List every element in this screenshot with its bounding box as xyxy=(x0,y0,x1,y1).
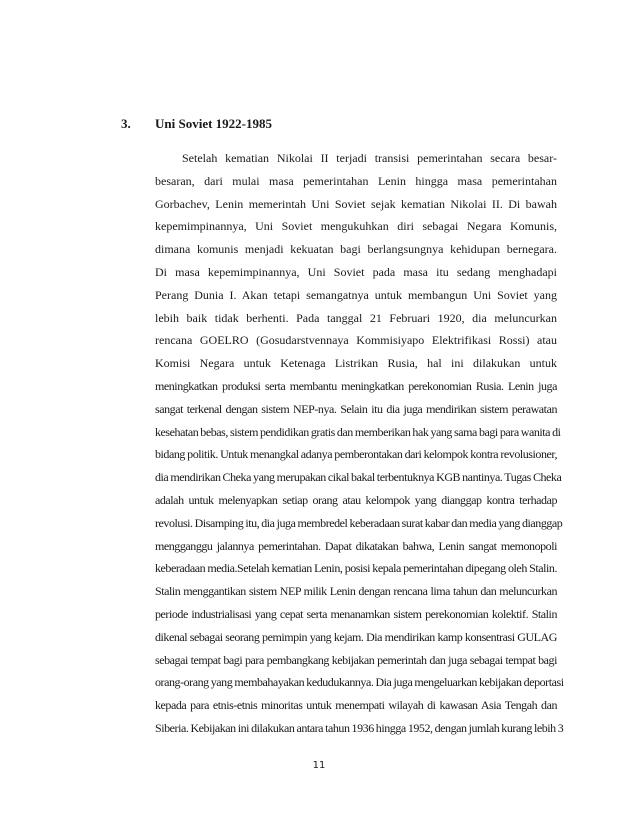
paragraph-line: orang-orang yang membahayakan kedudukannya. Dia juga mengeluarkan kebijakan deportasi xyxy=(155,675,564,690)
paragraph-line: Siberia. Kebijakan ini dilakukan antara tahun 1936 hingga 1952, dengan jumlah kurang lebih 3 xyxy=(155,720,564,735)
body-paragraph xyxy=(155,147,564,740)
paragraph-line: keberadaan media.Setelah kematian Lenin, posisi kepala pemerintahan dipegang oleh Stalin. xyxy=(155,561,557,576)
paragraph-line: lebih baik tidak berhenti. Pada tanggal 21 Februari 1920, dia meluncurkan xyxy=(155,310,557,325)
paragraph-line: Perang Dunia I. Akan tetapi semangatnya untuk membangun Uni Soviet yang xyxy=(155,287,557,302)
paragraph-line: kesehatan bebas, sistem pendidikan gratis dan memberikan hak yang sama bagi para wanita di xyxy=(155,424,561,439)
paragraph-line: dia mendirikan Cheka yang merupakan cikal bakal terbentuknya KGB nantinya. Tugas Cheka xyxy=(155,470,562,485)
paragraph-line: meningkatkan produksi serta membantu meningkatkan perekonomian Rusia. Lenin juga xyxy=(155,378,557,393)
paragraph-line: kepada para etnis-etnis minoritas untuk menempati wilayah di kawasan Asia Tengah dan xyxy=(155,698,557,713)
section-heading xyxy=(121,116,272,132)
paragraph-line: Gorbachev, Lenin memerintah Uni Soviet sejak kematian Nikolai II. Di bawah xyxy=(155,196,557,211)
paragraph-line: revolusi. Disamping itu, dia juga membredel keberadaan surat kabar dan media yang dianggap xyxy=(155,515,563,530)
page-number: 11 xyxy=(312,760,326,771)
paragraph-line: kepemimpinannya, Uni Soviet mengukuhkan diri sebagai Negara Komunis, xyxy=(155,219,557,234)
paragraph-line: sangat terkenal dengan sistem NEP-nya. Selain itu dia juga mendirikan sistem perawatan xyxy=(155,401,557,416)
paragraph-line: besaran, dari mulai masa pemerintahan Lenin hingga masa pemerintahan xyxy=(155,173,557,188)
paragraph-line: adalah untuk melenyapkan setiap orang atau kelompok yang dianggap kontra terhadap xyxy=(155,492,557,507)
paragraph-line: Di masa kepemimpinannya, Uni Soviet pada masa itu sedang menghadapi xyxy=(155,264,557,279)
paragraph-line: dikenal sebagai seorang pemimpin yang kejam. Dia mendirikan kamp konsentrasi GULAG xyxy=(155,629,557,644)
paragraph-line: Stalin menggantikan sistem NEP milik Lenin dengan rencana lima tahun dan meluncurkan xyxy=(155,584,557,599)
paragraph-line: Setelah kematian Nikolai II terjadi transisi pemerintahan secara besar- xyxy=(182,151,557,165)
paragraph-line: mengganggu jalannya pemerintahan. Dapat dikatakan bahwa, Lenin sangat memonopoli xyxy=(155,538,557,553)
paragraph-line: dimana komunis menjadi kekuatan bagi berlangsungnya kehidupan bernegara. xyxy=(155,242,557,257)
paragraph-line: Komisi Negara untuk Ketenaga Listrikan Rusia, hal ini dilakukan untuk xyxy=(155,356,557,371)
paragraph-line: periode industrialisasi yang cepat serta menanamkan sistem perekonomian kolektif. Stalin xyxy=(155,606,557,621)
section-title: Uni Soviet 1922-1985 xyxy=(155,116,272,131)
paragraph-line: bidang politik. Untuk menangkal adanya pemberontakan dari kelompok kontra revolusioner, xyxy=(155,447,557,462)
paragraph-line: sebagai tempat bagi para pembangkang kebijakan pemerintah dan juga sebagai tempat bagi xyxy=(155,652,557,667)
section-number: 3. xyxy=(121,116,131,131)
paragraph-line: rencana GOELRO (Gosudarstvennaya Kommisiyapo Elektrifikasi Rossi) atau xyxy=(155,333,557,348)
